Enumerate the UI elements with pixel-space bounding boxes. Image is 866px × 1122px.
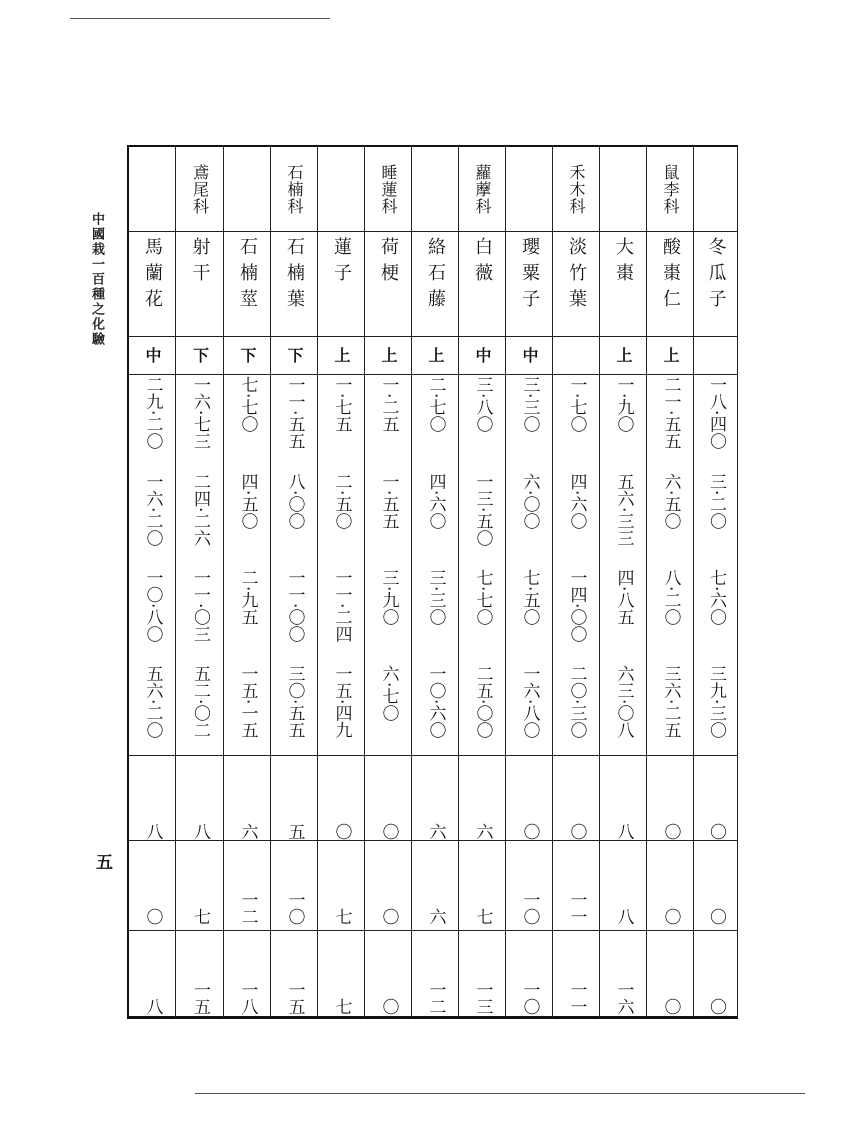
grade-cell	[176, 337, 223, 373]
count-cell-1-text: 〇	[378, 823, 399, 840]
count-cell-2-text: 一二	[237, 891, 258, 925]
value-cell-1	[553, 376, 599, 466]
family-cell	[412, 149, 458, 229]
value-cell-3-text: 八·二〇	[660, 569, 681, 626]
count-cell-2	[506, 845, 552, 925]
count-total-cell-text: 〇	[706, 998, 726, 1015]
herb-column	[318, 145, 365, 1018]
value-cell-2-text: 六·〇〇	[519, 473, 540, 530]
herb-name-cell	[224, 237, 270, 337]
grade-cell-text: 上	[379, 347, 398, 363]
value-cell-1-text: 一六·七三	[190, 376, 210, 450]
value-cell-2	[694, 473, 737, 563]
value-cell-3-text: 七·七〇	[472, 569, 493, 626]
value-cell-1-text: 一·二五	[378, 376, 399, 433]
grade-cell	[600, 337, 646, 373]
family-cell	[129, 149, 175, 229]
herb-column	[176, 145, 224, 1018]
count-cell-1-text: 六	[425, 823, 446, 840]
count-cell-1-text: 八	[613, 823, 634, 840]
count-cell-1-text: 八	[190, 823, 210, 840]
value-total-cell-text: 六·七〇	[378, 665, 399, 722]
herb-name-cell	[365, 237, 411, 337]
herb-name-cell-text: 石楠莖	[237, 237, 258, 315]
value-cell-1-text: 三·八〇	[472, 376, 493, 433]
herb-column	[553, 145, 600, 1018]
family-cell	[647, 149, 693, 229]
value-cell-3	[600, 569, 646, 659]
value-cell-3	[506, 569, 552, 659]
grade-cell	[129, 337, 175, 373]
family-cell	[600, 149, 646, 229]
family-cell	[553, 149, 599, 229]
scan-artifact-top	[70, 18, 330, 19]
count-cell-1-text: 六	[472, 823, 493, 840]
count-total-cell-text: 一五	[284, 981, 305, 1015]
count-total-cell	[553, 935, 599, 1015]
count-total-cell-text: 〇	[660, 998, 681, 1015]
count-total-cell	[176, 935, 223, 1015]
count-cell-1	[459, 760, 505, 840]
count-cell-2-text: 七	[190, 908, 210, 925]
herb-name-cell-text: 淡竹葉	[566, 237, 587, 315]
value-cell-3-text: 一一·二四	[331, 569, 352, 643]
count-cell-1	[318, 760, 364, 840]
value-cell-1	[318, 376, 364, 466]
herb-name-cell	[129, 237, 175, 337]
value-cell-1-text: 三·三〇	[519, 376, 540, 433]
herb-name-cell-text: 蓮子	[331, 237, 352, 289]
family-cell	[224, 149, 270, 229]
value-total-cell	[647, 665, 693, 755]
value-cell-2	[553, 473, 599, 563]
family-cell-text: 石楠科	[285, 163, 304, 215]
count-cell-2	[271, 845, 317, 925]
value-cell-3-text: 一一·〇〇	[284, 569, 305, 643]
value-total-cell	[271, 665, 317, 755]
count-cell-1	[412, 760, 458, 840]
value-cell-3	[129, 569, 175, 659]
grade-cell	[553, 337, 599, 373]
value-cell-3	[271, 569, 317, 659]
herb-column	[694, 145, 738, 1018]
count-total-cell	[694, 935, 737, 1015]
count-total-cell	[459, 935, 505, 1015]
count-cell-2-text: 七	[472, 908, 493, 925]
value-total-cell	[176, 665, 223, 755]
value-cell-2-text: 四·五〇	[237, 473, 258, 530]
count-cell-2	[318, 845, 364, 925]
count-cell-2	[553, 845, 599, 925]
value-cell-3-text: 三·九〇	[378, 569, 399, 626]
count-total-cell-text: 一八	[237, 981, 258, 1015]
count-total-cell-text: 〇	[378, 998, 399, 1015]
value-cell-1	[459, 376, 505, 466]
count-cell-1-text: 〇	[660, 823, 681, 840]
value-total-cell-text: 二五·〇〇	[472, 665, 493, 739]
value-cell-3-text: 三·三〇	[425, 569, 446, 626]
value-total-cell-text: 六三·〇八	[613, 665, 634, 739]
value-total-cell-text: 二〇·三〇	[566, 665, 587, 739]
value-cell-2	[318, 473, 364, 563]
value-total-cell	[129, 665, 175, 755]
count-cell-2-text: 〇	[142, 908, 163, 925]
count-cell-1	[647, 760, 693, 840]
value-total-cell-text: 三〇·五五	[284, 665, 305, 739]
count-cell-1	[694, 760, 737, 840]
count-total-cell	[647, 935, 693, 1015]
value-cell-2-text: 八·〇〇	[284, 473, 305, 530]
value-cell-2	[459, 473, 505, 563]
count-cell-1	[506, 760, 552, 840]
herb-name-cell	[459, 237, 505, 337]
herb-name-cell-text: 石楠葉	[284, 237, 305, 315]
analysis-table	[127, 145, 738, 1018]
grade-cell-text: 下	[190, 347, 210, 363]
grade-cell	[224, 337, 270, 373]
value-cell-1	[647, 376, 693, 466]
count-cell-2	[412, 845, 458, 925]
value-cell-3-text: 四·八五	[613, 569, 634, 626]
herb-name-cell-text: 冬瓜子	[705, 237, 727, 315]
value-cell-2-text: 六·五〇	[660, 473, 681, 530]
herb-column	[129, 145, 176, 1018]
grade-cell-text: 下	[285, 347, 304, 363]
herb-column	[459, 145, 506, 1018]
value-total-cell-text: 五六·二〇	[142, 665, 163, 739]
value-cell-2-text: 一六·二〇	[142, 473, 163, 547]
count-total-cell-text: 一二	[425, 981, 446, 1015]
value-cell-2-text: 三·二〇	[706, 473, 726, 530]
value-total-cell	[600, 665, 646, 755]
value-cell-2	[647, 473, 693, 563]
value-cell-1	[600, 376, 646, 466]
family-cell-text: 鼠李科	[661, 163, 680, 215]
value-cell-3	[647, 569, 693, 659]
value-total-cell	[553, 665, 599, 755]
herb-name-cell	[647, 237, 693, 337]
herb-name-cell-text: 白薇	[472, 237, 493, 289]
count-total-cell	[224, 935, 270, 1015]
value-cell-2	[600, 473, 646, 563]
count-cell-2	[647, 845, 693, 925]
value-cell-1	[365, 376, 411, 466]
value-cell-1-text: 一一·五五	[284, 376, 305, 450]
value-cell-2	[129, 473, 175, 563]
count-cell-1	[176, 760, 223, 840]
count-cell-2	[176, 845, 223, 925]
herb-name-cell	[600, 237, 646, 337]
value-cell-3-text: 一〇·八〇	[142, 569, 163, 643]
herb-column	[600, 145, 647, 1018]
family-cell	[459, 149, 505, 229]
count-cell-1-text: 八	[142, 823, 163, 840]
herb-column	[271, 145, 318, 1018]
value-total-cell-text: 一五·一五	[237, 665, 258, 739]
grade-cell-text: 中	[143, 347, 162, 363]
value-cell-1-text: 一·七五	[331, 376, 352, 433]
count-cell-1	[365, 760, 411, 840]
value-total-cell-text: 一五·四九	[331, 665, 352, 739]
value-cell-1	[271, 376, 317, 466]
herb-name-cell	[318, 237, 364, 337]
grade-cell-text: 中	[473, 347, 492, 363]
value-cell-3	[553, 569, 599, 659]
count-cell-2	[694, 845, 737, 925]
value-total-cell-text: 三九·三〇	[706, 665, 726, 739]
value-cell-2-text: 四·六〇	[566, 473, 587, 530]
value-cell-2	[271, 473, 317, 563]
herb-name-cell-text: 馬蘭花	[142, 237, 163, 315]
herb-name-cell-text: 荷梗	[378, 237, 399, 289]
count-cell-2-text: 一〇	[519, 891, 540, 925]
herb-name-cell-text: 射干	[189, 237, 211, 289]
count-cell-1-text: 六	[237, 823, 258, 840]
count-cell-1	[553, 760, 599, 840]
count-cell-1	[271, 760, 317, 840]
value-cell-1	[694, 376, 737, 466]
count-cell-2-text: 七	[331, 908, 352, 925]
count-cell-2-text: 〇	[660, 908, 681, 925]
value-total-cell	[459, 665, 505, 755]
value-cell-2-text: 四·六〇	[425, 473, 446, 530]
value-cell-3	[694, 569, 737, 659]
family-cell	[271, 149, 317, 229]
grade-cell-text: 中	[520, 347, 539, 363]
value-cell-2	[224, 473, 270, 563]
count-total-cell	[271, 935, 317, 1015]
value-cell-1	[506, 376, 552, 466]
value-cell-2	[506, 473, 552, 563]
herb-name-cell-text: 絡石藤	[425, 237, 446, 315]
count-cell-2	[600, 845, 646, 925]
count-total-cell	[318, 935, 364, 1015]
herb-column	[506, 145, 553, 1018]
value-cell-1-text: 一·九〇	[613, 376, 634, 433]
count-cell-2	[459, 845, 505, 925]
count-total-cell-text: 一一	[566, 981, 587, 1015]
count-cell-2-text: 〇	[378, 908, 399, 925]
count-total-cell	[365, 935, 411, 1015]
herb-name-cell	[553, 237, 599, 337]
grade-cell	[647, 337, 693, 373]
value-total-cell-text: 五二·〇二	[190, 665, 210, 739]
count-cell-1-text: 〇	[706, 823, 726, 840]
grade-cell	[506, 337, 552, 373]
herb-name-cell	[694, 237, 737, 337]
count-cell-2-text: 八	[613, 908, 634, 925]
count-total-cell	[600, 935, 646, 1015]
count-total-cell-text: 一六	[613, 981, 634, 1015]
value-cell-2-text: 二·五〇	[331, 473, 352, 530]
grade-cell	[318, 337, 364, 373]
value-cell-1-text: 二九·二〇	[142, 376, 163, 450]
count-cell-1	[129, 760, 175, 840]
value-total-cell-text: 一〇·六〇	[425, 665, 446, 739]
herb-name-cell-text: 瓔粟子	[519, 237, 540, 315]
value-cell-3-text: 一一·〇三	[190, 569, 210, 643]
herb-name-cell	[271, 237, 317, 337]
scan-artifact-bottom	[195, 1093, 805, 1094]
value-cell-3	[318, 569, 364, 659]
family-cell-text: 鳶尾科	[190, 163, 210, 215]
grade-cell	[694, 337, 737, 373]
value-cell-2	[176, 473, 223, 563]
value-cell-3-text: 一四·〇〇	[566, 569, 587, 643]
value-cell-2-text: 二四·二六	[190, 473, 210, 547]
value-cell-1	[129, 376, 175, 466]
value-cell-3-text: 七·五〇	[519, 569, 540, 626]
value-total-cell	[412, 665, 458, 755]
value-total-cell	[365, 665, 411, 755]
value-cell-3	[224, 569, 270, 659]
count-cell-2-text: 一〇	[284, 891, 305, 925]
value-cell-2	[412, 473, 458, 563]
value-cell-3	[365, 569, 411, 659]
grade-cell	[459, 337, 505, 373]
count-total-cell	[129, 935, 175, 1015]
herb-name-cell-text: 酸棗仁	[660, 237, 681, 315]
family-cell	[176, 149, 223, 229]
grade-cell	[365, 337, 411, 373]
count-total-cell-text: 一三	[472, 981, 493, 1015]
count-cell-1	[600, 760, 646, 840]
count-total-cell-text: 八	[142, 998, 163, 1015]
herb-name-cell	[412, 237, 458, 337]
family-cell	[365, 149, 411, 229]
value-cell-1-text: 一八·四〇	[706, 376, 726, 450]
value-cell-1-text: 二·七〇	[425, 376, 446, 433]
count-total-cell-text: 一五	[190, 981, 210, 1015]
family-cell-text: 蘿藦科	[473, 163, 492, 215]
count-cell-2-text: 六	[425, 908, 446, 925]
value-total-cell	[224, 665, 270, 755]
count-cell-1-text: 〇	[566, 823, 587, 840]
grade-cell-text: 上	[332, 347, 351, 363]
family-cell-text: 睡蓮科	[379, 163, 398, 215]
count-cell-1-text: 〇	[519, 823, 540, 840]
grade-cell-text: 上	[614, 347, 633, 363]
count-total-cell-text: 一〇	[519, 981, 540, 1015]
value-total-cell	[506, 665, 552, 755]
value-cell-3	[176, 569, 223, 659]
count-cell-1	[224, 760, 270, 840]
herb-name-cell-text: 大棗	[613, 237, 634, 289]
grade-cell-text: 上	[661, 347, 680, 363]
page-number: 五	[96, 853, 113, 873]
family-cell-text: 禾木科	[567, 163, 586, 215]
value-cell-3	[412, 569, 458, 659]
count-cell-2-text: 一一	[566, 891, 587, 925]
count-total-cell-text: 七	[331, 998, 352, 1015]
count-cell-1-text: 五	[284, 823, 305, 840]
value-cell-3	[459, 569, 505, 659]
value-total-cell-text: 三六·二五	[660, 665, 681, 739]
value-cell-3-text: 七·六〇	[706, 569, 726, 626]
value-cell-2	[365, 473, 411, 563]
herb-column	[224, 145, 271, 1018]
grade-cell-text: 下	[238, 347, 257, 363]
count-total-cell	[412, 935, 458, 1015]
value-cell-3-text: 二·九五	[237, 569, 258, 626]
value-cell-1-text: 七·七〇	[237, 376, 258, 433]
count-cell-2	[129, 845, 175, 925]
value-total-cell	[694, 665, 737, 755]
count-cell-2	[224, 845, 270, 925]
value-cell-1-text: 二一·五五	[660, 376, 681, 450]
value-total-cell	[318, 665, 364, 755]
count-cell-2	[365, 845, 411, 925]
family-cell	[506, 149, 552, 229]
value-cell-1	[176, 376, 223, 466]
value-cell-1	[224, 376, 270, 466]
herb-column	[412, 145, 459, 1018]
count-cell-2-text: 〇	[706, 908, 726, 925]
family-cell	[318, 149, 364, 229]
grade-cell-text: 上	[426, 347, 445, 363]
value-cell-2-text: 一三·五〇	[472, 473, 493, 547]
herb-name-cell	[176, 237, 223, 337]
family-cell	[694, 149, 737, 229]
value-cell-2-text: 一·五五	[378, 473, 399, 530]
herb-column	[365, 145, 412, 1018]
grade-cell	[412, 337, 458, 373]
grade-cell	[271, 337, 317, 373]
side-title: 中國栽一百種之化驗	[89, 212, 104, 347]
count-total-cell	[506, 935, 552, 1015]
value-cell-2-text: 五六·三三	[613, 473, 634, 547]
value-total-cell-text: 一六·八〇	[519, 665, 540, 739]
herb-name-cell	[506, 237, 552, 337]
value-cell-1	[412, 376, 458, 466]
herb-column	[647, 145, 694, 1018]
count-cell-1-text: 〇	[331, 823, 352, 840]
value-cell-1-text: 一·七〇	[566, 376, 587, 433]
